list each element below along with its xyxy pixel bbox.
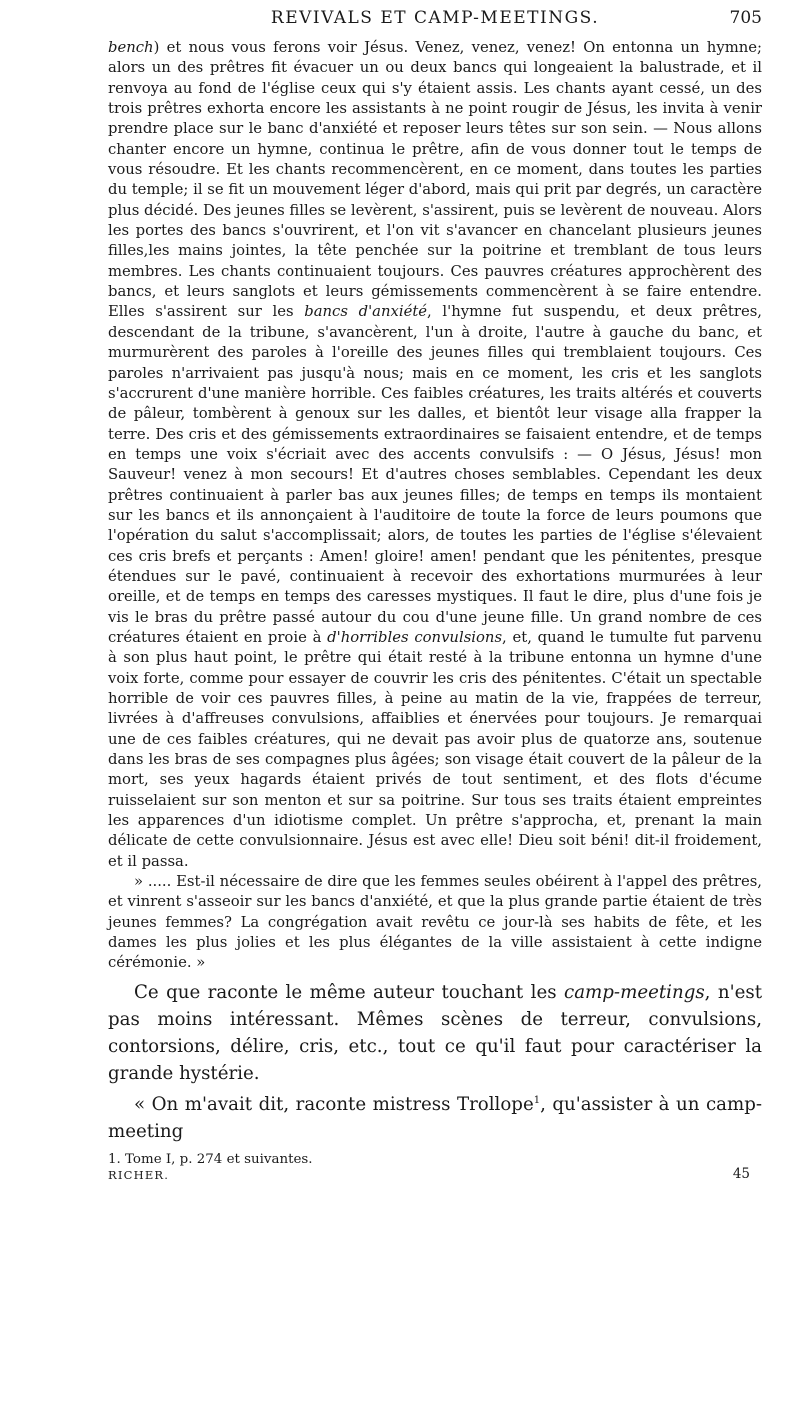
main-paragraph-1 xyxy=(108,979,762,1087)
main-text-d: , qu'assister à un camp-meeting xyxy=(108,1093,763,1142)
italic-term-bancs-anxiete: bancs d'anxiété xyxy=(304,303,428,321)
quote-text-c: , et, quand le tumulte fut parvenu à son plus haut point, le prêtre qui était resté à la tribune entonna un hymne d'une voix forte, comme pour essayer de couvrir les cris des pénitentes. C'était un spectable horrible de voir ces pauvres filles, à peine au matin de la vie, frappées de terreur, livrées à d'affreuses convulsions, affaiblies et énervées pour toujours. Je remarquai une de ces faibles créatures, qui ne devait pas avoir plus de quatorze ans, soutenue dans les bras de ses compagnes plus âgées; son visage était couvert de la pâleur de la mort, ses yeux hagards étaient privés de tout sentiment, et des flots d'écume ruisselaient sur son menton et sur sa poitrine. Sur tous ses traits étaient empreintes les apparences d'un idiotisme complet. Un prêtre s'approcha, et, prenant la main délicate de cette convulsionnaire. Jésus est avec elle! Dieu soit béni! dit-il froidement, et il passa. xyxy=(108,628,762,870)
main-text-b: , n'est pas moins intéressant. Mêmes scènes de terreur, convulsions, contorsions, délire, cris, etc., tout ce qu'il faut pour caractériser la grande hystérie. xyxy=(108,981,763,1084)
italic-term-bench: bench xyxy=(108,39,154,56)
footnote-text: Tome I, p. 274 et suivantes. xyxy=(120,1151,313,1167)
main-text-c: « On m'avait dit, raconte mistress Trollope xyxy=(134,1093,534,1115)
italic-term-convulsions: d'horribles convulsions xyxy=(327,628,503,646)
quote-paragraph-1 xyxy=(108,38,762,872)
signature-author: RICHER. xyxy=(108,1167,170,1182)
page-body xyxy=(108,38,762,1184)
printer-signature xyxy=(108,1165,762,1184)
main-paragraph-2 xyxy=(108,1087,762,1145)
quoted-passage xyxy=(108,38,762,974)
main-text xyxy=(108,979,762,1145)
sheet-number: 45 xyxy=(732,1165,750,1182)
quote-text-a: ) et nous vous ferons voir Jésus. Venez, venez, venez! On entonna un hymne; alors un des prêtres fit évacuer un ou deux bancs qui longeaient la balustrade, et il renvoya au fond de l'église ceux qui s'y étaient assis. Les chants ayant cessé, un des trois prêtres exhorta encore les assistants à ne point rougir de Jésus, les invita à venir prendre place sur le banc d'anxiété et reposer leurs têtes sur son sein. — Nous allons chanter encore un hymne, continua le prêtre, afin de vous donner tout le temps de vous résoudre. Et les chants recommencèrent, en ce moment, dans toutes les parties du temple; il se fit un mouvement léger d'abord, mais qui prit par degrés, un caractère plus décidé. Des jeunes filles se levèrent, s'assirent, puis se levèrent de nouveau. Alors les portes des bancs s'ouvrirent, et l'on vit s'avancer en chancelant plusieurs jeunes filles,les mains jointes, la tête penchée sur la poitrine et tremblant de tous leurs membres. Les chants continuaient toujours. Ces pauvres créatures approchèrent des bancs, et leurs sanglots et leurs gémissements commencèrent à se faire entendre. Elles s'assirent sur les xyxy=(108,39,762,321)
quote-text-b: , l'hymne fut suspendu, et deux prêtres, descendant de la tribune, s'avancèrent, l'un à droite, l'autre à gauche du banc, et murmurèrent des paroles à l'oreille des jeunes filles qui tremblaient toujours. Ces paroles n'arrivaient pas jusqu'à nous; mais en ce moment, les cris et les sanglots s'accrurent d'une manière horrible. Ces faibles créatures, les traits altérés et couverts de pâleur, tombèrent à genoux sur les dalles, et bientôt leur visage alla frapper la terre. Des cris et des gémissements extraordinaires se faisaient entendre, et de temps en temps une voix s'écriait avec des accents convulsifs : — O Jésus, Jésus! mon Sauveur! venez à mon secours! Et d'autres choses semblables. Cependant les deux prêtres continuaient à parler bas aux jeunes filles; de temps en temps ils montaient sur les bancs et ils annonçaient à l'auditoire de toute la force de leurs poumons que l'opération du salut s'accomplissait; alors, de toutes les parties de l'église s'élevaient ces cris brefs et perçants : Amen! gloire! amen! pendant que les pénitentes, presque étendues sur le pavé, continuaient à recevoir des exhortations murmurées à leur oreille, et de temps en temps des caresses mystiques. Il faut le dire, plus d'une fois je vis le bras du prêtre passé autour du cou d'une jeune fille. Un grand nombre de ces créatures étaient en proie à xyxy=(108,303,762,646)
quote-paragraph-2: » ..... Est-il nécessaire de dire que les femmes seules obéirent à l'appel des prêtres, et vinrent s'asseoir sur les bancs d'anxiété, et que la plus grande partie étaient de très jeunes femmes? La congrégation avait revêtu ce jour-là ses habits de fête, et les dames les plus jolies et les plus élégantes de la ville assistaient à cette indigne cérémonie. » xyxy=(108,873,762,972)
page-number: 705 xyxy=(729,8,762,28)
footnote-reference: 1 xyxy=(533,1094,541,1106)
main-text-a: Ce que raconte le même auteur touchant les xyxy=(134,981,565,1003)
footnote-marker: 1. xyxy=(108,1151,121,1167)
footnote xyxy=(108,1151,762,1168)
running-head xyxy=(108,8,762,32)
italic-term-camp-meetings: camp-meetings xyxy=(564,981,705,1003)
running-title: REVIVALS ET CAMP-MEETINGS. xyxy=(270,8,600,28)
